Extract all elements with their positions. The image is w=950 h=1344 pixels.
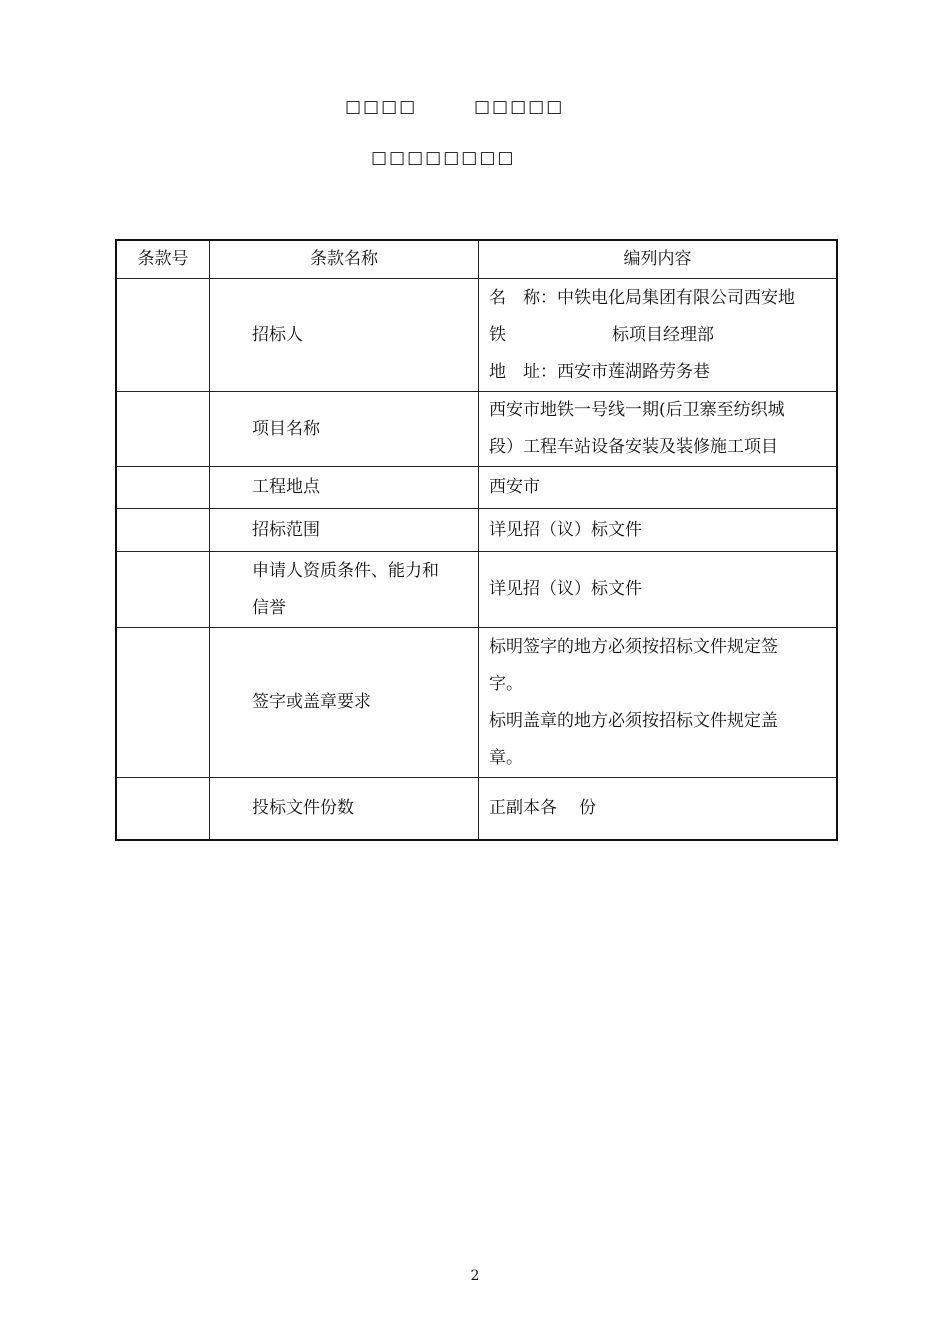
row-content	[479, 467, 838, 509]
row-content	[479, 509, 838, 552]
row-name: 工程地点	[210, 467, 479, 509]
row-no	[116, 279, 210, 392]
content-line: 西安市	[489, 477, 540, 497]
row-name: 项目名称	[210, 392, 479, 467]
header-part-b: □□□□□	[474, 97, 565, 117]
name-line: 申请人资质条件、能力和	[252, 560, 439, 581]
table-row	[116, 552, 837, 628]
content-fragment: 标项目经理部	[612, 324, 714, 345]
header-subtitle: □□□□□□□□	[371, 148, 516, 168]
content-line: 西安市地铁一号线一期(后卫寨至纺织城	[489, 400, 785, 420]
row-no	[116, 628, 210, 778]
content-line: 字。	[489, 673, 523, 694]
row-no	[116, 778, 210, 840]
content-line: 标明签字的地方必须按招标文件规定签	[489, 636, 778, 657]
table-header-row	[116, 240, 837, 279]
row-content	[479, 778, 838, 840]
row-no	[116, 509, 210, 552]
content-line: 详见招（议）标文件	[489, 579, 642, 599]
content-line	[489, 790, 832, 827]
row-content	[479, 552, 838, 628]
content-fragment: 份	[579, 797, 596, 818]
content-line: 标明盖章的地方必须按招标文件规定盖	[489, 710, 778, 731]
header-part-a: □□□□	[345, 97, 418, 117]
row-name: 投标文件份数	[210, 778, 479, 840]
row-no	[116, 552, 210, 628]
bid-info-table	[115, 239, 838, 841]
content-line: 详见招（议）标文件	[489, 519, 642, 540]
content-line-wrap	[489, 317, 832, 354]
content-line: 名 称：中铁电化局集团有限公司西安地	[489, 287, 795, 308]
row-name: 招标人	[210, 279, 479, 392]
row-name	[210, 552, 479, 628]
row-name: 招标范围	[210, 509, 479, 552]
table-row	[116, 778, 837, 840]
table-row	[116, 392, 837, 467]
content-line: 段）工程车站设备安装及装修施工项目	[489, 437, 778, 457]
table-row	[116, 279, 837, 392]
content-line: 章。	[489, 747, 523, 768]
content-fragment: 正副本各	[489, 797, 557, 818]
row-content	[479, 279, 838, 392]
table-row	[116, 628, 837, 778]
table-row	[116, 509, 837, 552]
header-clause-no: 条款号	[116, 240, 210, 279]
row-no	[116, 467, 210, 509]
header-clause-name: 条款名称	[210, 240, 479, 279]
row-content	[479, 392, 838, 467]
row-name: 签字或盖章要求	[210, 628, 479, 778]
table-row	[116, 467, 837, 509]
name-line: 信誉	[252, 597, 286, 618]
row-content	[479, 628, 838, 778]
content-line: 地 址：西安市莲湖路劳务巷	[489, 361, 710, 382]
content-fragment: 铁	[489, 324, 506, 345]
row-no	[116, 392, 210, 467]
page-number: 2	[470, 1268, 480, 1284]
header-content: 编列内容	[479, 240, 838, 279]
